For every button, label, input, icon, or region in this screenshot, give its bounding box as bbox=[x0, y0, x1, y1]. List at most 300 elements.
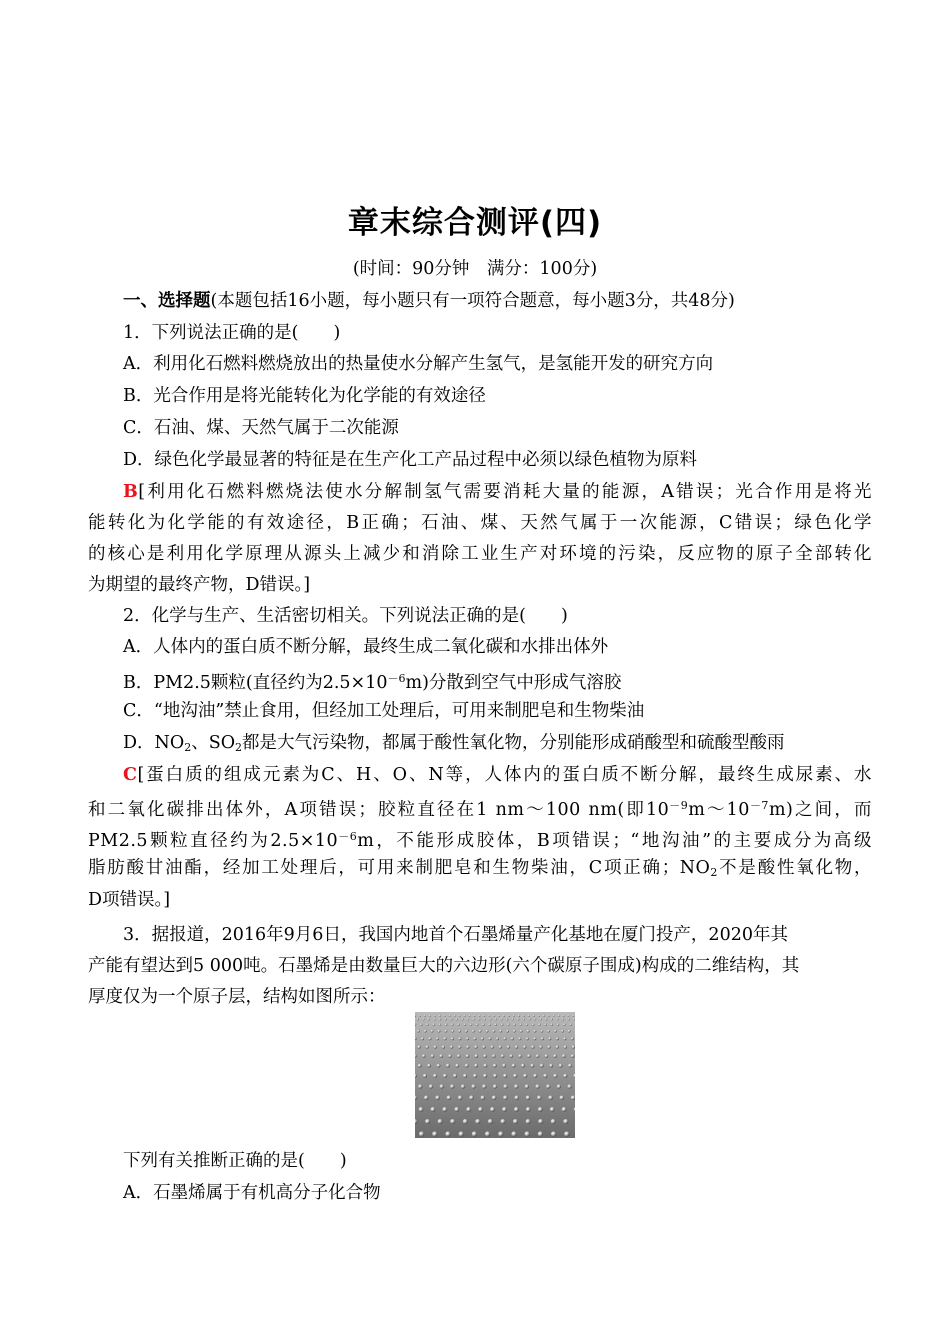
carbon-atom bbox=[478, 1015, 480, 1017]
superscript: －6 bbox=[338, 830, 358, 843]
carbon-atom bbox=[422, 1054, 426, 1058]
carbon-atom bbox=[483, 1054, 487, 1058]
section-heading bbox=[123, 290, 872, 312]
q1-answer: B bbox=[123, 482, 139, 502]
carbon-atom bbox=[488, 1015, 490, 1017]
carbon-atom bbox=[538, 1015, 540, 1017]
carbon-atom bbox=[531, 1045, 534, 1048]
carbon-atom bbox=[417, 1030, 420, 1033]
carbon-atom bbox=[510, 1054, 514, 1058]
carbon-atom bbox=[456, 1018, 458, 1020]
carbon-atom bbox=[454, 1015, 456, 1017]
carbon-atom bbox=[567, 1084, 571, 1088]
carbon-atom bbox=[527, 1054, 531, 1058]
carbon-atom bbox=[419, 1107, 424, 1112]
carbon-atom bbox=[444, 1030, 447, 1033]
carbon-atom bbox=[547, 1030, 550, 1033]
carbon-atom bbox=[551, 1131, 556, 1136]
carbon-atom bbox=[539, 1045, 542, 1048]
carbon-atom bbox=[434, 1045, 437, 1048]
carbon-atom bbox=[525, 1131, 530, 1136]
carbon-atom bbox=[439, 1023, 441, 1025]
text: 脂肪酸甘油酯，经加工处理后，可用来制肥皂和生物柴油，C项正确；NO bbox=[88, 858, 711, 878]
carbon-atom bbox=[458, 1037, 461, 1040]
carbon-atom bbox=[538, 1023, 540, 1025]
carbon-atom bbox=[464, 1023, 466, 1025]
carbon-atom bbox=[518, 1054, 522, 1058]
carbon-atom bbox=[508, 1015, 510, 1017]
carbon-atom bbox=[474, 1045, 477, 1048]
carbon-atom bbox=[569, 1023, 571, 1025]
carbon-atom bbox=[438, 1030, 441, 1033]
carbon-atom bbox=[484, 1064, 488, 1068]
carbon-atom bbox=[496, 1037, 499, 1040]
carbon-atom bbox=[541, 1037, 544, 1040]
carbon-atom bbox=[483, 1015, 485, 1017]
carbon-atom bbox=[514, 1084, 518, 1088]
carbon-atom bbox=[436, 1037, 439, 1040]
q2-exp-text: [蛋白质的组成元素为C、H、O、N等，人体内的蛋白质不断分解，最终生成尿素、水 bbox=[137, 765, 872, 785]
carbon-atom bbox=[563, 1023, 565, 1025]
carbon-atom bbox=[534, 1030, 537, 1033]
carbon-atom bbox=[528, 1015, 530, 1017]
q1-stem: 1．下列说法正确的是( ) bbox=[123, 323, 341, 343]
carbon-atom bbox=[564, 1131, 569, 1136]
carbon-atom bbox=[553, 1054, 557, 1058]
text: 都是大气污染物，都属于酸性氧化物，分别能形成硝酸型和硫酸型酸雨 bbox=[242, 733, 785, 753]
carbon-atom bbox=[536, 1054, 540, 1058]
carbon-atom bbox=[572, 1015, 574, 1017]
carbon-atom bbox=[491, 1045, 494, 1048]
carbon-atom bbox=[484, 1018, 486, 1020]
carbon-atom bbox=[489, 1018, 491, 1020]
carbon-atom bbox=[523, 1015, 525, 1017]
carbon-atom bbox=[469, 1015, 471, 1017]
carbon-atom bbox=[442, 1045, 445, 1048]
carbon-atom bbox=[486, 1030, 489, 1033]
carbon-atom bbox=[512, 1064, 516, 1068]
carbon-atom bbox=[432, 1131, 437, 1136]
carbon-atom bbox=[562, 1054, 566, 1058]
carbon-atom bbox=[554, 1030, 557, 1033]
carbon-atom bbox=[443, 1074, 447, 1078]
carbon-atom bbox=[444, 1015, 446, 1017]
carbon-atom bbox=[465, 1030, 468, 1033]
carbon-atom bbox=[457, 1054, 461, 1058]
carbon-atom bbox=[419, 1015, 421, 1017]
carbon-atom bbox=[421, 1037, 424, 1040]
carbon-atom bbox=[571, 1054, 575, 1058]
carbon-atom bbox=[473, 1037, 476, 1040]
carbon-atom bbox=[503, 1084, 507, 1088]
q3-stem-line: 3．据报道，2016年9月6日，我国内地首个石墨烯量产化基地在厦门投产，2020年其 bbox=[123, 925, 788, 945]
carbon-atom bbox=[503, 1015, 505, 1017]
carbon-atom bbox=[515, 1045, 518, 1048]
carbon-atom bbox=[493, 1015, 495, 1017]
q2-option-d bbox=[123, 732, 872, 759]
carbon-atom bbox=[503, 1074, 507, 1078]
carbon-atom bbox=[533, 1015, 535, 1017]
q2-explanation-line bbox=[123, 764, 872, 786]
carbon-atom bbox=[564, 1045, 567, 1048]
carbon-atom bbox=[567, 1015, 569, 1017]
q3-option-a: A．石墨烯属于有机高分子化合物 bbox=[123, 1183, 381, 1203]
carbon-atom bbox=[469, 1095, 474, 1100]
carbon-atom bbox=[457, 1023, 459, 1025]
section-label: 一、选择题 bbox=[123, 291, 211, 311]
carbon-atom bbox=[463, 1074, 467, 1078]
carbon-atom bbox=[461, 1084, 465, 1088]
graphene-structure-image bbox=[415, 1012, 575, 1138]
carbon-atom bbox=[438, 1119, 443, 1124]
text: m～10 bbox=[688, 800, 750, 820]
carbon-atom bbox=[559, 1064, 563, 1068]
carbon-atom bbox=[418, 1064, 422, 1068]
q2-explanation-line bbox=[88, 826, 872, 852]
carbon-atom bbox=[511, 1131, 516, 1136]
q2-explanation-line bbox=[88, 795, 872, 821]
carbon-atom bbox=[445, 1131, 450, 1136]
carbon-atom bbox=[518, 1015, 520, 1017]
carbon-atom bbox=[556, 1037, 559, 1040]
carbon-atom bbox=[492, 1054, 496, 1058]
carbon-atom bbox=[473, 1074, 477, 1078]
q1-explanation-line: 的核心是利用化学原理从源头上减少和消除工业生产对环境的污染，反应物的原子全部转化 bbox=[88, 544, 872, 564]
carbon-atom bbox=[543, 1015, 545, 1017]
carbon-atom bbox=[498, 1015, 500, 1017]
carbon-atom bbox=[520, 1030, 523, 1033]
carbon-atom bbox=[449, 1015, 451, 1017]
carbon-atom bbox=[500, 1018, 502, 1020]
text: B．PM2.5颗粒(直径约为2.5×10 bbox=[123, 673, 388, 693]
carbon-atom bbox=[568, 1064, 572, 1068]
q2-option-b bbox=[123, 668, 872, 694]
carbon-atom bbox=[501, 1023, 503, 1025]
text: D．NO bbox=[123, 733, 185, 753]
carbon-atom bbox=[466, 1037, 469, 1040]
q1-option-b: B．光合作用是将光能转化为化学能的有效途径 bbox=[123, 386, 486, 406]
carbon-atom bbox=[433, 1074, 437, 1078]
carbon-atom bbox=[557, 1084, 561, 1088]
carbon-atom bbox=[533, 1037, 536, 1040]
carbon-atom bbox=[459, 1015, 461, 1017]
carbon-atom bbox=[428, 1018, 430, 1020]
carbon-atom bbox=[545, 1054, 549, 1058]
text: 和二氧化碳排出体外，A项错误；胶粒直径在1 nm～100 nm(即10 bbox=[88, 800, 670, 820]
carbon-atom bbox=[506, 1018, 508, 1020]
carbon-atom bbox=[450, 1084, 454, 1088]
carbon-atom bbox=[513, 1015, 515, 1017]
carbon-atom bbox=[478, 1018, 480, 1020]
carbon-atom bbox=[444, 1037, 447, 1040]
q1-explanation-line bbox=[123, 481, 872, 503]
carbon-atom bbox=[543, 1074, 547, 1078]
carbon-atom bbox=[451, 1023, 453, 1025]
carbon-atom bbox=[549, 1064, 553, 1068]
carbon-atom bbox=[454, 1107, 459, 1112]
carbon-atom bbox=[434, 1015, 436, 1017]
carbon-atom bbox=[558, 1015, 560, 1017]
carbon-atom bbox=[563, 1015, 565, 1017]
carbon-atom bbox=[429, 1084, 433, 1088]
carbon-atom bbox=[493, 1084, 497, 1088]
carbon-atom bbox=[546, 1084, 550, 1088]
carbon-atom bbox=[431, 1030, 434, 1033]
carbon-atom bbox=[526, 1023, 528, 1025]
carbon-atom bbox=[429, 1037, 432, 1040]
carbon-atom bbox=[532, 1023, 534, 1025]
carbon-atom bbox=[526, 1095, 531, 1100]
carbon-atom bbox=[435, 1095, 440, 1100]
carbon-atom bbox=[544, 1023, 546, 1025]
carbon-atom bbox=[450, 1018, 452, 1020]
carbon-atom bbox=[548, 1095, 553, 1100]
carbon-atom bbox=[466, 1054, 470, 1058]
carbon-atom bbox=[518, 1037, 521, 1040]
carbon-atom bbox=[453, 1074, 457, 1078]
carbon-atom bbox=[440, 1084, 444, 1088]
carbon-atom bbox=[507, 1023, 509, 1025]
text: m)之间，而 bbox=[768, 800, 872, 820]
carbon-atom bbox=[431, 1107, 436, 1112]
q1-explanation-line: 为期望的最终产物，D错误。] bbox=[88, 575, 311, 595]
text: 不是酸性氧化物， bbox=[717, 858, 872, 878]
carbon-atom bbox=[499, 1030, 502, 1033]
carbon-atom bbox=[472, 1131, 477, 1136]
carbon-atom bbox=[417, 1045, 420, 1048]
carbon-atom bbox=[445, 1023, 447, 1025]
subscript: 2 bbox=[710, 866, 718, 879]
carbon-atom bbox=[525, 1084, 529, 1088]
carbon-atom bbox=[535, 1084, 539, 1088]
q1-explanation-line: 能转化为化学能的有效途径，B正确；石油、煤、天然气属于一次能源，C错误；绿色化学 bbox=[88, 513, 872, 533]
carbon-atom bbox=[561, 1030, 564, 1033]
superscript: －6 bbox=[387, 672, 406, 685]
carbon-atom bbox=[526, 1119, 531, 1124]
carbon-atom bbox=[538, 1119, 543, 1124]
text: PM2.5颗粒直径约为2.5×10 bbox=[88, 831, 339, 851]
carbon-atom bbox=[551, 1023, 553, 1025]
q2-option-a: A．人体内的蛋白质不断分解，最终生成二氧化碳和水排出体外 bbox=[123, 637, 609, 657]
carbon-atom bbox=[482, 1084, 486, 1088]
carbon-atom bbox=[426, 1023, 428, 1025]
carbon-atom bbox=[482, 1023, 484, 1025]
carbon-atom bbox=[500, 1119, 505, 1124]
carbon-atom bbox=[556, 1018, 558, 1020]
carbon-atom bbox=[424, 1015, 426, 1017]
carbon-atom bbox=[458, 1045, 461, 1048]
carbon-atom bbox=[482, 1045, 485, 1048]
carbon-atom bbox=[479, 1030, 482, 1033]
carbon-atom bbox=[547, 1045, 550, 1048]
q1-option-a: A．利用化石燃料燃烧放出的热量使水分解产生氢气，是氢能开发的研究方向 bbox=[123, 354, 714, 374]
carbon-atom bbox=[563, 1074, 567, 1078]
carbon-atom bbox=[512, 1018, 514, 1020]
carbon-atom bbox=[433, 1018, 435, 1020]
carbon-atom bbox=[562, 1107, 567, 1112]
carbon-atom bbox=[446, 1064, 450, 1068]
q2-explanation-line bbox=[88, 857, 872, 884]
page-title: 章末综合测评(四) bbox=[347, 205, 603, 241]
q2-stem: 2．化学与生产、生活密切相关。下列说法正确的是( ) bbox=[123, 606, 568, 626]
carbon-atom bbox=[548, 1015, 550, 1017]
carbon-atom bbox=[548, 1037, 551, 1040]
carbon-atom bbox=[521, 1064, 525, 1068]
carbon-atom bbox=[551, 1119, 556, 1124]
carbon-atom bbox=[540, 1030, 543, 1033]
q3-stem-line: 厚度仅为一个原子层，结构如图所示： bbox=[88, 987, 386, 1007]
carbon-atom bbox=[492, 1095, 497, 1100]
carbon-atom bbox=[420, 1023, 422, 1025]
carbon-atom bbox=[475, 1054, 479, 1058]
carbon-atom bbox=[556, 1045, 559, 1048]
carbon-atom bbox=[490, 1107, 495, 1112]
carbon-atom bbox=[476, 1023, 478, 1025]
carbon-atom bbox=[501, 1054, 505, 1058]
subscript: 2 bbox=[184, 741, 192, 754]
carbon-atom bbox=[437, 1064, 441, 1068]
carbon-atom bbox=[560, 1095, 565, 1100]
carbon-atom bbox=[526, 1107, 531, 1112]
carbon-atom bbox=[503, 1037, 506, 1040]
carbon-atom bbox=[540, 1064, 544, 1068]
carbon-atom bbox=[513, 1023, 515, 1025]
carbon-atom bbox=[426, 1045, 429, 1048]
q1-option-d: D．绿色化学最显著的特征是在生产化工产品过程中必须以绿色植物为原料 bbox=[123, 450, 698, 470]
carbon-atom bbox=[465, 1064, 469, 1068]
carbon-atom bbox=[417, 1018, 419, 1020]
subscript: 2 bbox=[235, 741, 243, 754]
carbon-atom bbox=[514, 1107, 519, 1112]
carbon-atom bbox=[492, 1030, 495, 1033]
carbon-atom bbox=[563, 1119, 568, 1124]
carbon-atom bbox=[431, 1054, 435, 1058]
q1-option-c: C．石油、煤、天然气属于二次能源 bbox=[123, 418, 399, 438]
carbon-atom bbox=[481, 1095, 486, 1100]
carbon-atom bbox=[463, 1119, 468, 1124]
text: m)分散到空气中形成气溶胶 bbox=[405, 673, 622, 693]
carbon-atom bbox=[563, 1037, 566, 1040]
carbon-atom bbox=[425, 1119, 430, 1124]
carbon-atom bbox=[472, 1030, 475, 1033]
carbon-atom bbox=[513, 1030, 516, 1033]
q2-option-c: C．“地沟油”禁止食用，但经加工处理后，可用来制肥皂和生物柴油 bbox=[123, 701, 645, 721]
carbon-atom bbox=[481, 1037, 484, 1040]
carbon-atom bbox=[502, 1107, 507, 1112]
carbon-atom bbox=[450, 1045, 453, 1048]
carbon-atom bbox=[499, 1045, 502, 1048]
carbon-atom bbox=[527, 1030, 530, 1033]
carbon-atom bbox=[553, 1015, 555, 1017]
text: 、SO bbox=[191, 733, 236, 753]
superscript: －9 bbox=[669, 799, 689, 812]
carbon-atom bbox=[447, 1095, 452, 1100]
carbon-atom bbox=[495, 1018, 497, 1020]
carbon-atom bbox=[571, 1037, 574, 1040]
carbon-atom bbox=[450, 1119, 455, 1124]
carbon-atom bbox=[424, 1095, 429, 1100]
carbon-atom bbox=[448, 1054, 452, 1058]
carbon-atom bbox=[424, 1030, 427, 1033]
carbon-atom bbox=[451, 1030, 454, 1033]
carbon-atom bbox=[467, 1018, 469, 1020]
carbon-atom bbox=[445, 1018, 447, 1020]
carbon-atom bbox=[538, 1131, 543, 1136]
carbon-atom bbox=[545, 1018, 547, 1020]
carbon-atom bbox=[568, 1030, 571, 1033]
carbon-atom bbox=[439, 1018, 441, 1020]
carbon-atom bbox=[488, 1119, 493, 1124]
carbon-atom bbox=[461, 1018, 463, 1020]
carbon-atom bbox=[485, 1131, 490, 1136]
carbon-atom bbox=[540, 1018, 542, 1020]
carbon-atom bbox=[495, 1023, 497, 1025]
carbon-atom bbox=[506, 1030, 509, 1033]
carbon-atom bbox=[553, 1074, 557, 1078]
carbon-atom bbox=[451, 1037, 454, 1040]
carbon-atom bbox=[523, 1045, 526, 1048]
carbon-atom bbox=[572, 1045, 575, 1048]
carbon-atom bbox=[513, 1119, 518, 1124]
carbon-atom bbox=[514, 1095, 519, 1100]
carbon-atom bbox=[475, 1119, 480, 1124]
carbon-atom bbox=[455, 1064, 459, 1068]
carbon-atom bbox=[519, 1023, 521, 1025]
exam-meta: (时间：90分钟 满分：100分) bbox=[352, 259, 598, 279]
carbon-atom bbox=[466, 1045, 469, 1048]
carbon-atom bbox=[419, 1131, 424, 1136]
carbon-atom bbox=[472, 1018, 474, 1020]
carbon-atom bbox=[488, 1037, 491, 1040]
carbon-atom bbox=[534, 1018, 536, 1020]
carbon-atom bbox=[531, 1064, 535, 1068]
carbon-atom bbox=[517, 1018, 519, 1020]
carbon-atom bbox=[488, 1023, 490, 1025]
carbon-atom bbox=[567, 1018, 569, 1020]
carbon-atom bbox=[533, 1074, 537, 1078]
carbon-atom bbox=[466, 1107, 471, 1112]
carbon-atom bbox=[493, 1074, 497, 1078]
carbon-atom bbox=[474, 1064, 478, 1068]
carbon-atom bbox=[471, 1084, 475, 1088]
superscript: －7 bbox=[749, 799, 769, 812]
carbon-atom bbox=[418, 1084, 422, 1088]
carbon-atom bbox=[483, 1074, 487, 1078]
carbon-atom bbox=[422, 1018, 424, 1020]
carbon-atom bbox=[513, 1074, 517, 1078]
carbon-atom bbox=[427, 1064, 431, 1068]
text: m，不能形成胶体，B项错误；“地沟油”的主要成分为高级 bbox=[357, 831, 872, 851]
carbon-atom bbox=[551, 1018, 553, 1020]
carbon-atom bbox=[459, 1131, 464, 1136]
carbon-atom bbox=[511, 1037, 514, 1040]
q1-exp-text: [利用化石燃料燃烧法使水分解制氢气需要消耗大量的能源，A错误；光合作用是将光 bbox=[138, 482, 872, 502]
carbon-atom bbox=[478, 1107, 483, 1112]
carbon-atom bbox=[498, 1131, 503, 1136]
q2-answer: C bbox=[123, 765, 138, 785]
carbon-atom bbox=[562, 1018, 564, 1020]
carbon-atom bbox=[423, 1074, 427, 1078]
carbon-atom bbox=[429, 1015, 431, 1017]
carbon-atom bbox=[473, 1015, 475, 1017]
carbon-atom bbox=[458, 1095, 463, 1100]
carbon-atom bbox=[507, 1045, 510, 1048]
carbon-atom bbox=[526, 1037, 529, 1040]
carbon-atom bbox=[550, 1107, 555, 1112]
carbon-atom bbox=[470, 1023, 472, 1025]
carbon-atom bbox=[432, 1023, 434, 1025]
carbon-atom bbox=[502, 1064, 506, 1068]
